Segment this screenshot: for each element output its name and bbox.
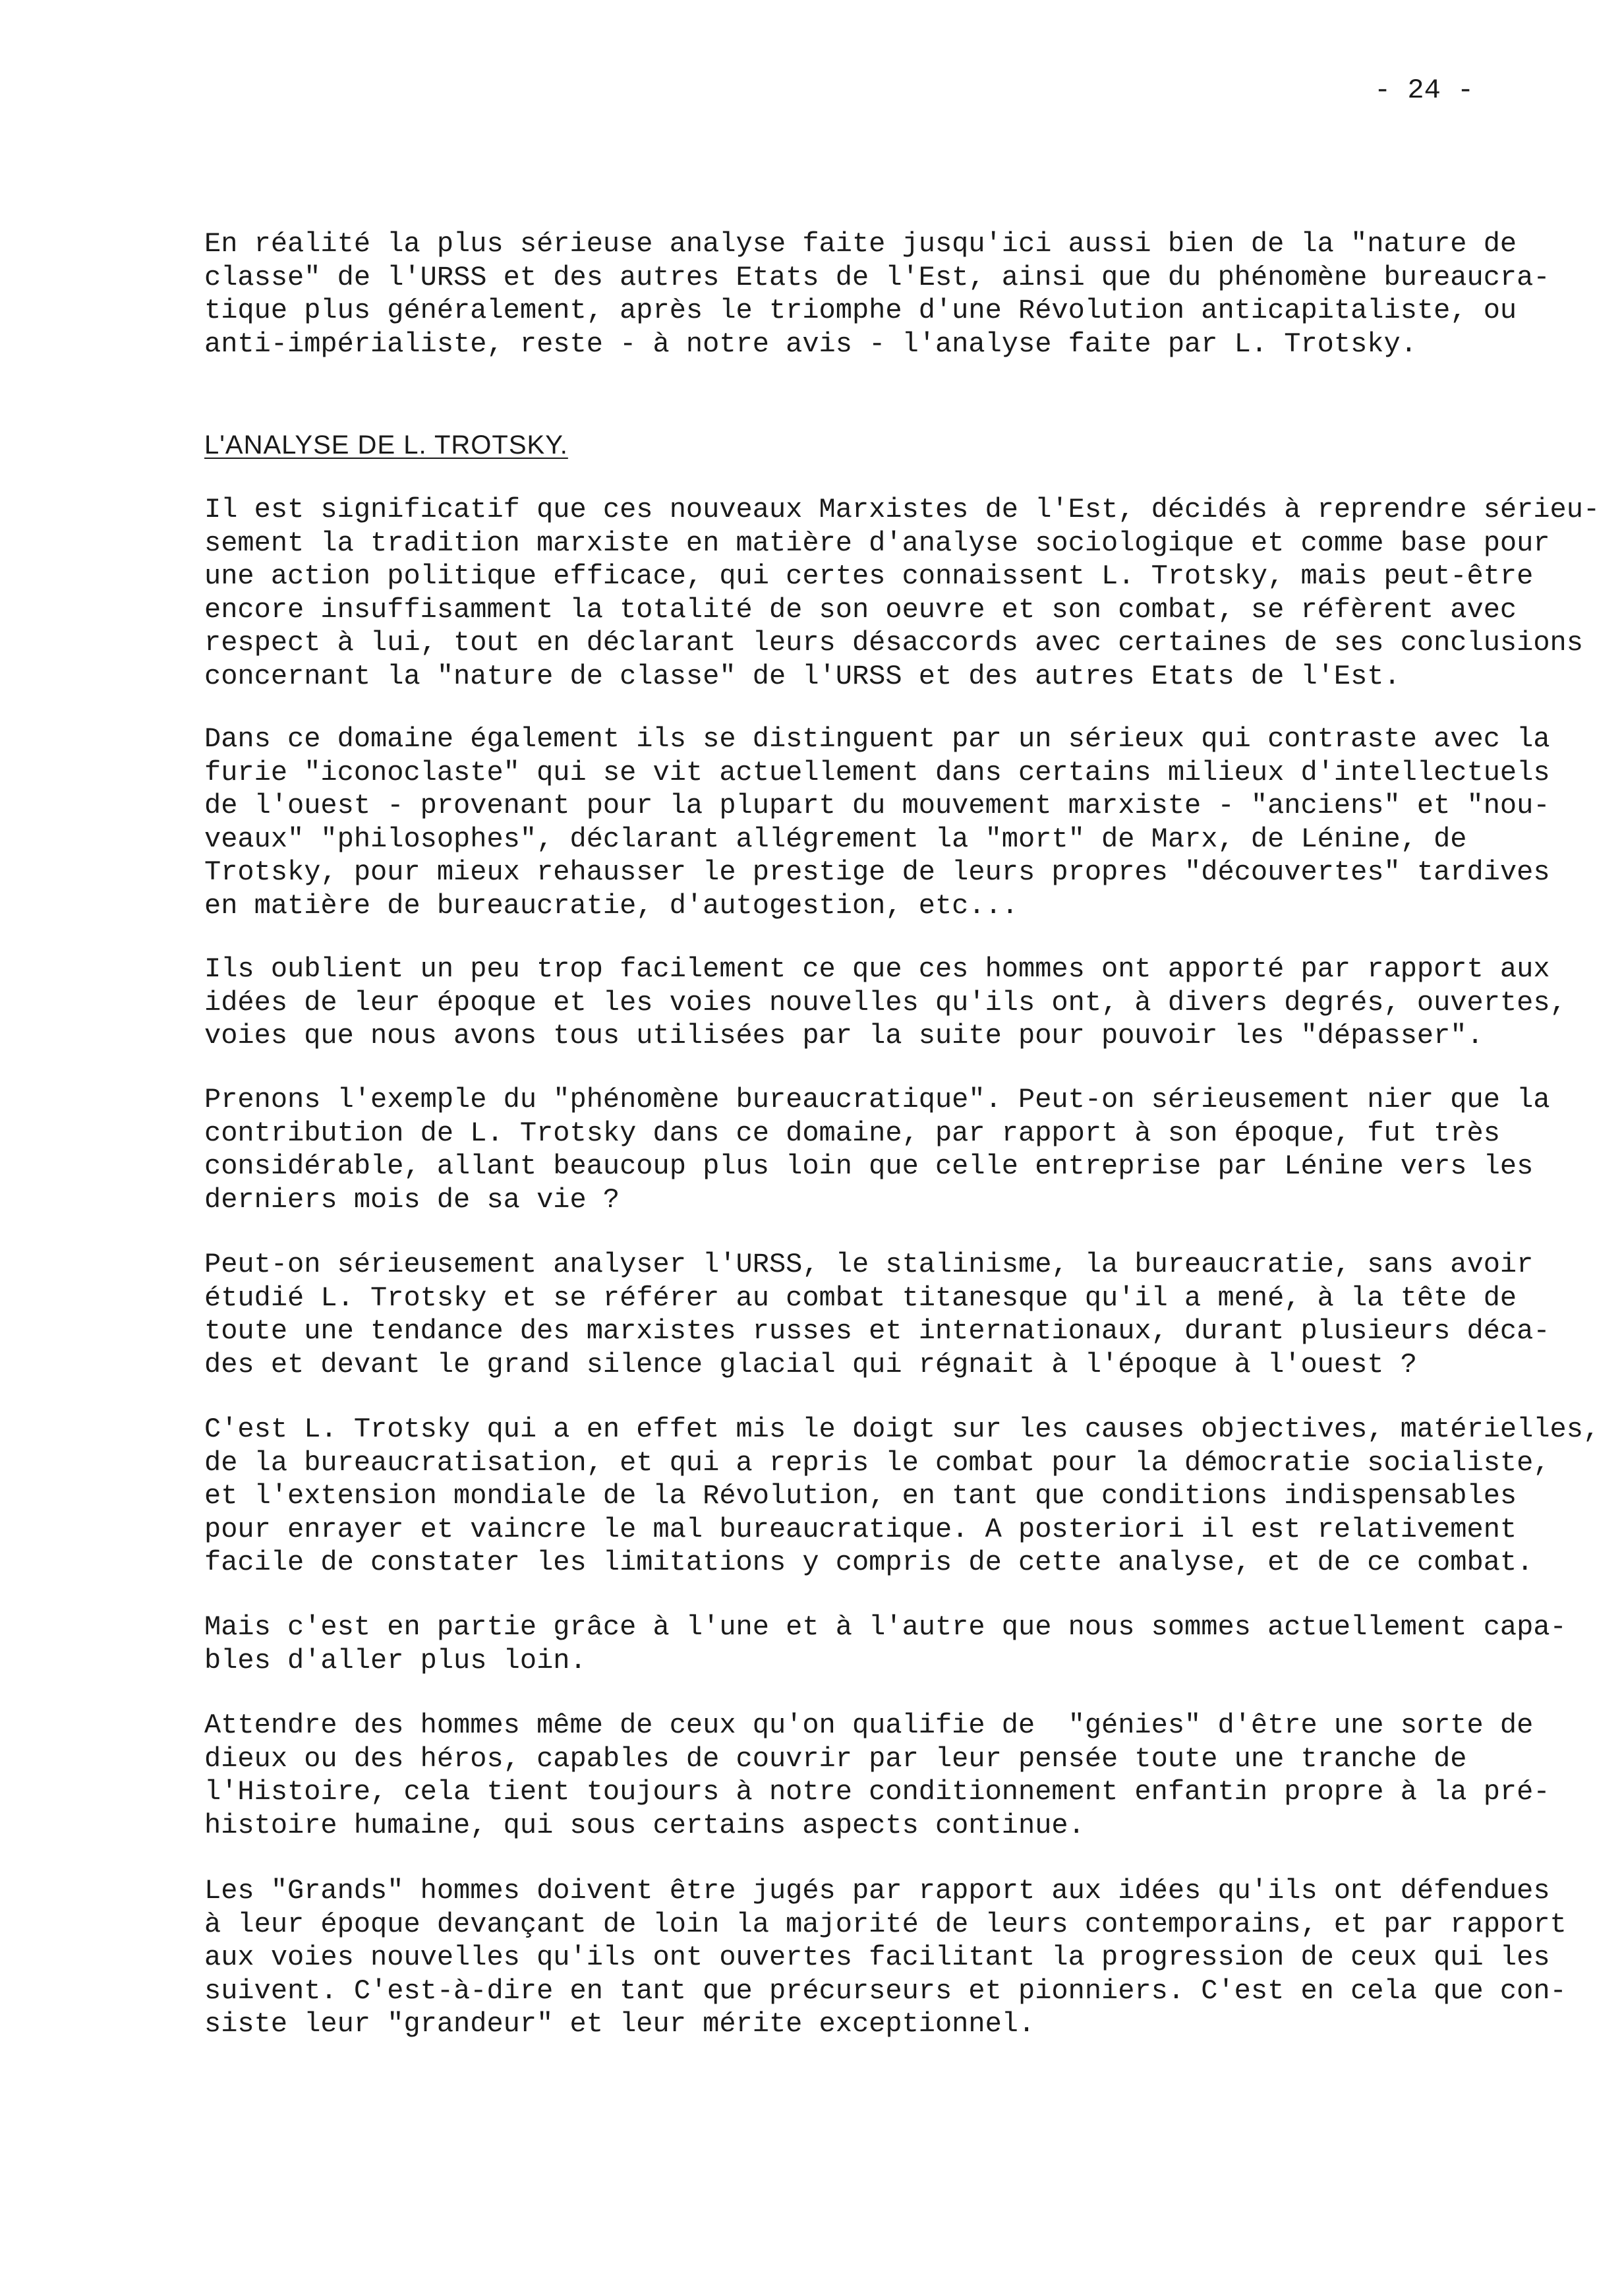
page-number: - 24 - [1374, 74, 1474, 106]
paragraph [204, 1248, 1602, 1381]
text-line: pour enrayer et vaincre le mal bureaucratique. A posteriori il est relativement [204, 1513, 1517, 1545]
paragraph [204, 1709, 1602, 1842]
text-line: anti-impérialiste, reste - à notre avis - l'analyse faite par L. Trotsky. [204, 328, 1417, 360]
text-line: considérable, allant beaucoup plus loin que celle entreprise par Lénine vers les [204, 1150, 1534, 1182]
text-line: furie "iconoclaste" qui se vit actuellement dans certains milieux d'intellectuels [204, 756, 1550, 788]
paragraph [204, 1083, 1602, 1216]
text-line: Il est significatif que ces nouveaux Marxistes de l'Est, décidés à reprendre sérieu- [204, 494, 1600, 525]
text-line: des et devant le grand silence glacial qui régnait à l'époque à l'ouest ? [204, 1348, 1417, 1381]
text-line: Prenons l'exemple du "phénomène bureaucratique". Peut-on sérieusement nier que la [204, 1084, 1550, 1115]
text-line: concernant la "nature de classe" de l'URSS et des autres Etats de l'Est. [204, 660, 1401, 692]
text-line: respect à lui, tout en déclarant leurs désaccords avec certaines de ses conclusions [204, 627, 1583, 659]
text-line: classe" de l'URSS et des autres Etats de l'Est, ainsi que du phénomène bureaucra- [204, 261, 1550, 293]
text-line: Trotsky, pour mieux rehausser le prestige de leurs propres "découvertes" tardives [204, 856, 1550, 888]
text-line: dieux ou des héros, capables de couvrir par leur pensée toute une tranche de [204, 1742, 1467, 1775]
text-line: Les "Grands" hommes doivent être jugés par rapport aux idées qu'ils ont défendues [204, 1875, 1550, 1907]
text-line: de l'ouest - provenant pour la plupart du mouvement marxiste - "anciens" et "nou- [204, 790, 1550, 821]
section-heading: L'ANALYSE DE L. TROTSKY. [204, 431, 568, 460]
text-line: à leur époque devançant de loin la majorité de leurs contemporains, et par rapport [204, 1908, 1567, 1940]
text-line: une action politique efficace, qui certes connaissent L. Trotsky, mais peut-être [204, 560, 1534, 592]
text-line: étudié L. Trotsky et se référer au combat titanesque qu'il a mené, à la tête de [204, 1282, 1517, 1314]
paragraph [204, 1413, 1602, 1580]
paragraph [204, 1874, 1602, 2041]
text-line: encore insuffisamment la totalité de son oeuvre et son combat, se réfèrent avec [204, 593, 1517, 626]
text-line: veaux" "philosophes", déclarant allégrement la "mort" de Marx, de Lénine, de [204, 823, 1467, 855]
paragraph [204, 723, 1602, 922]
text-line: Dans ce domaine également ils se distinguent par un sérieux qui contraste avec la [204, 723, 1550, 755]
text-line: Ils oublient un peu trop facilement ce que ces hommes ont apporté par rapport aux [204, 953, 1550, 985]
text-line: derniers mois de sa vie ? [204, 1183, 620, 1216]
text-line: histoire humaine, qui sous certains aspects continue. [204, 1809, 1085, 1841]
text-line: idées de leur époque et les voies nouvelles qu'ils ont, à divers degrés, ouvertes, [204, 986, 1567, 1019]
paragraph-intro [204, 227, 1602, 361]
text-line: siste leur "grandeur" et leur mérite exceptionnel. [204, 2008, 1035, 2040]
text-line: contribution de L. Trotsky dans ce domaine, par rapport à son époque, fut très [204, 1117, 1500, 1149]
text-line: voies que nous avons tous utilisées par la suite pour pouvoir les "dépasser". [204, 1020, 1484, 1052]
text-line: en matière de bureaucratie, d'autogestion, etc... [204, 889, 1019, 922]
text-line: Peut-on sérieusement analyser l'URSS, le stalinisme, la bureaucratie, sans avoir [204, 1249, 1534, 1280]
text-line: bles d'aller plus loin. [204, 1644, 587, 1677]
text-line: C'est L. Trotsky qui a en effet mis le doigt sur les causes objectives, matérielles, [204, 1413, 1600, 1445]
paragraph [204, 953, 1602, 1053]
text-line: Attendre des hommes même de ceux qu'on qualifie de "génies" d'être une sorte de [204, 1709, 1534, 1741]
text-line: toute une tendance des marxistes russes et internationaux, durant plusieurs déca- [204, 1315, 1550, 1347]
text-line: Mais c'est en partie grâce à l'une et à l'autre que nous sommes actuellement capa- [204, 1611, 1567, 1643]
text-line: et l'extension mondiale de la Révolution, en tant que conditions indispensables [204, 1480, 1517, 1512]
text-line: sement la tradition marxiste en matière d'analyse sociologique et comme base pour [204, 527, 1550, 559]
text-line: aux voies nouvelles qu'ils ont ouvertes facilitant la progression de ceux qui les [204, 1942, 1550, 1973]
text-line: facile de constater les limitations y compris de cette analyse, et de ce combat. [204, 1547, 1534, 1578]
text-line: de la bureaucratisation, et qui a repris le combat pour la démocratie socialiste, [204, 1446, 1550, 1479]
paragraph [204, 493, 1602, 693]
text-line: l'Histoire, cela tient toujours à notre conditionnement enfantin propre à la pré- [204, 1776, 1550, 1808]
paragraph [204, 1611, 1602, 1677]
text-line: suivent. C'est-à-dire en tant que précurseurs et pionniers. C'est en cela que con- [204, 1975, 1567, 2007]
text-line: En réalité la plus sérieuse analyse faite jusqu'ici aussi bien de la "nature de [204, 228, 1517, 260]
text-line: tique plus généralement, après le triomphe d'une Révolution anticapitaliste, ou [204, 295, 1517, 326]
